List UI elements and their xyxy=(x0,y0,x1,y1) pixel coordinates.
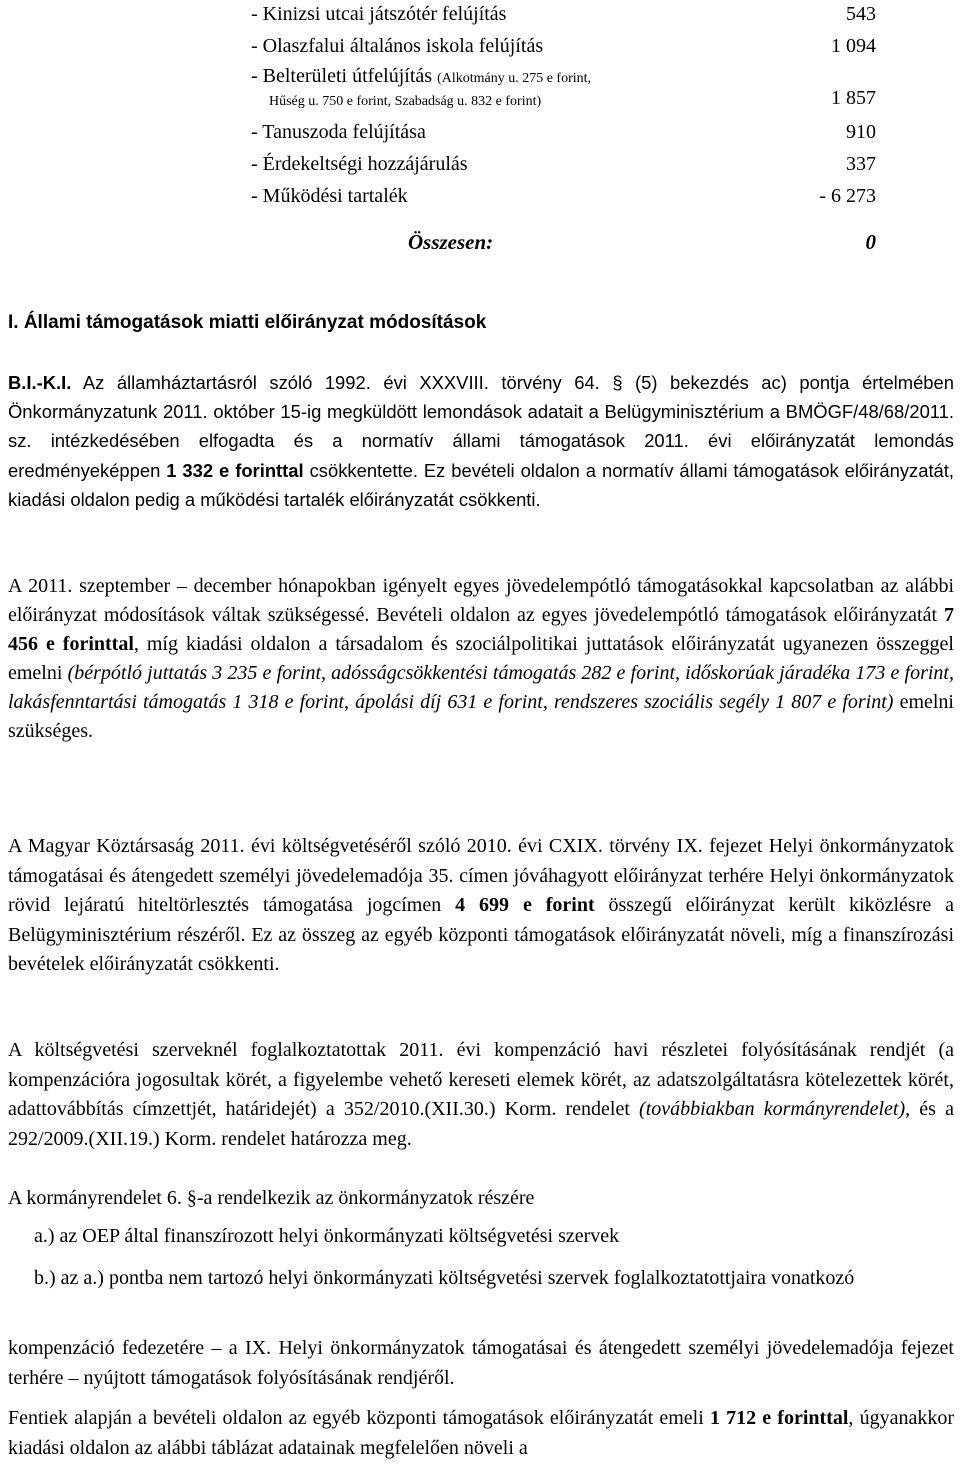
italic-breakdown: (bérpótló juttatás 3 235 e forint, adósságcsökkentési támogatás 282 e forint, időskorúak járadéka 173 e forint, lakásfenntartási támogatás 1 318 e forint, ápolási díj 631 e forint, rendszeres szociális segély 1 807 e forint) xyxy=(8,662,954,713)
italic-note: (továbbiakban kormányrendelet) xyxy=(639,1098,906,1121)
list-item: b.) az a.) pontba nem tartozó helyi önkormányzati költségvetési szervek foglalkoztatottjaira vonatkozó xyxy=(34,1267,855,1289)
budget-item-note: Hűség u. 750 e forint, Szabadság u. 832 e forint) xyxy=(269,94,542,109)
highlight-amount: 7 456 e forinttal xyxy=(8,604,954,655)
paragraph-state-subsidies: B.I.-K.I. Az államháztartásról szóló 1992. évi XXXVIII. törvény 64. § (5) bekezdés ac) pontja értelmében Önkormányzatunk 2011. október 15-ig megküldött lemondások adatait a Belügyminisztérium a BMÖGF/48/68/2011. sz. intézkedésében elfogadta és a normatív állami támogatások 2011. évi előirányzatát lemondás eredményeképpen 1 332 e forinttal csökkentette. Ez bevételi oldalon a normatív állami támogatások előirányzatát, kiadási oldalon pedig a működési tartalék előirányzatát csökkenti. xyxy=(8,372,955,510)
highlight-amount: 4 699 e forint xyxy=(455,894,595,917)
budget-item-label: - Érdekeltségi hozzájárulás xyxy=(251,153,468,175)
budget-item-amount: 910 xyxy=(846,121,876,143)
paragraph-compensation: A költségvetési szerveknél foglalkoztatottak 2011. évi kompenzáció havi részletei folyósításának rendjét (a kompenzációra jogosultak körét, a figyelembe vehető kereseti elemek körét, az adatszolgáltatásra kötelezettek körét, adattovábbítás címzettjét, határidejét) a 352/2010.(XII.30.) Korm. rendelet (továbbiakban kormányrendelet), és a 292/2009.(XII.19.) Korm. rendelet határozza meg. xyxy=(8,1039,954,1150)
total-amount: 0 xyxy=(865,230,876,254)
paragraph-budget-law: A Magyar Köztársaság 2011. évi költségvetéséről szóló 2010. évi CXIX. törvény IX. fejezet Helyi önkormányzatok támogatásai és átengedett személyi jövedelemadója 35. címen jóváhagyott előirányzat terhére Helyi önkormányzatok rövid lejáratú hiteltörlesztés támogatása jogcímen 4 699 e forint összegű előirányzat került kiközlésre a Belügyminisztérium részéről. Ez az összeg az egyéb központi támogatások előirányzatát növeli, míg a finanszírozási bevételek előirányzatát csökkenti. xyxy=(8,835,955,976)
budget-item-label: - Kinizsi utcai játszótér felújítás xyxy=(251,3,507,25)
section-heading: I. Állami támogatások miatti előirányzat módosítások xyxy=(8,312,487,333)
budget-item-amount: 337 xyxy=(846,153,876,175)
budget-item-label: - Tanuszoda felújítása xyxy=(251,121,426,143)
paragraph-conclusion: Fentiek alapján a bevételi oldalon az egyéb központi támogatások előirányzatát emeli 1 712 e forinttal, úgyanakkor kiadási oldalon az alábbi táblázat adatainak megfelelően növeli a xyxy=(8,1407,954,1459)
list-item: a.) az OEP által finanszírozott helyi önkormányzati költségvetési szervek xyxy=(34,1225,620,1247)
highlight-amount: 1 332 e forinttal xyxy=(166,459,304,481)
budget-item-label: - Belterületi útfelújítás xyxy=(251,65,433,87)
budget-item-note: (Alkotmány u. 275 e forint, xyxy=(437,71,592,86)
paragraph-lead: B.I.-K.I. xyxy=(8,372,72,393)
paragraph-income-support: A 2011. szeptember – december hónapokban igényelt egyes jövedelempótló támogatásokkal kapcsolatban az alábbi előirányzat módosítások váltak szükségessé. Bevételi oldalon az egyes jövedelempótló támogatások előirányzatát 7 456 e forinttal, míg kiadási oldalon a társadalom és szociálpolitikai juttatások előirányzatát ugyanezen összeggel emelni (bérpótló juttatás 3 235 e forint, adósságcsökkentési támogatás 282 e forint, időskorúak járadéka 173 e forint, lakásfenntartási támogatás 1 318 e forint, ápolási díj 631 e forint, rendszeres szociális segély 1 807 e forint) emelni szükséges. xyxy=(8,575,954,742)
total-label: Összesen: xyxy=(408,230,494,254)
budget-item-amount: 543 xyxy=(846,3,876,25)
budget-item-label: - Olaszfalui általános iskola felújítás xyxy=(251,35,544,57)
budget-item-amount: 1 094 xyxy=(831,35,876,57)
budget-item-amount: - 6 273 xyxy=(819,185,876,207)
budget-item xyxy=(251,64,876,112)
budget-item-label: - Működési tartalék xyxy=(251,185,408,207)
highlight-amount: 1 712 e forinttal xyxy=(709,1407,849,1429)
budget-item-amount: 1 857 xyxy=(831,87,876,109)
total-row xyxy=(408,230,876,255)
paragraph-coverage: kompenzáció fedezetére – a IX. Helyi önkormányzatok támogatásai és átengedett személyi jövedelemadója fejezet terhére – nyújtott támogatások folyósításának rendjéről. xyxy=(8,1337,954,1389)
paragraph-decree: A kormányrendelet 6. §-a rendelkezik az önkormányzatok részére xyxy=(8,1187,535,1209)
